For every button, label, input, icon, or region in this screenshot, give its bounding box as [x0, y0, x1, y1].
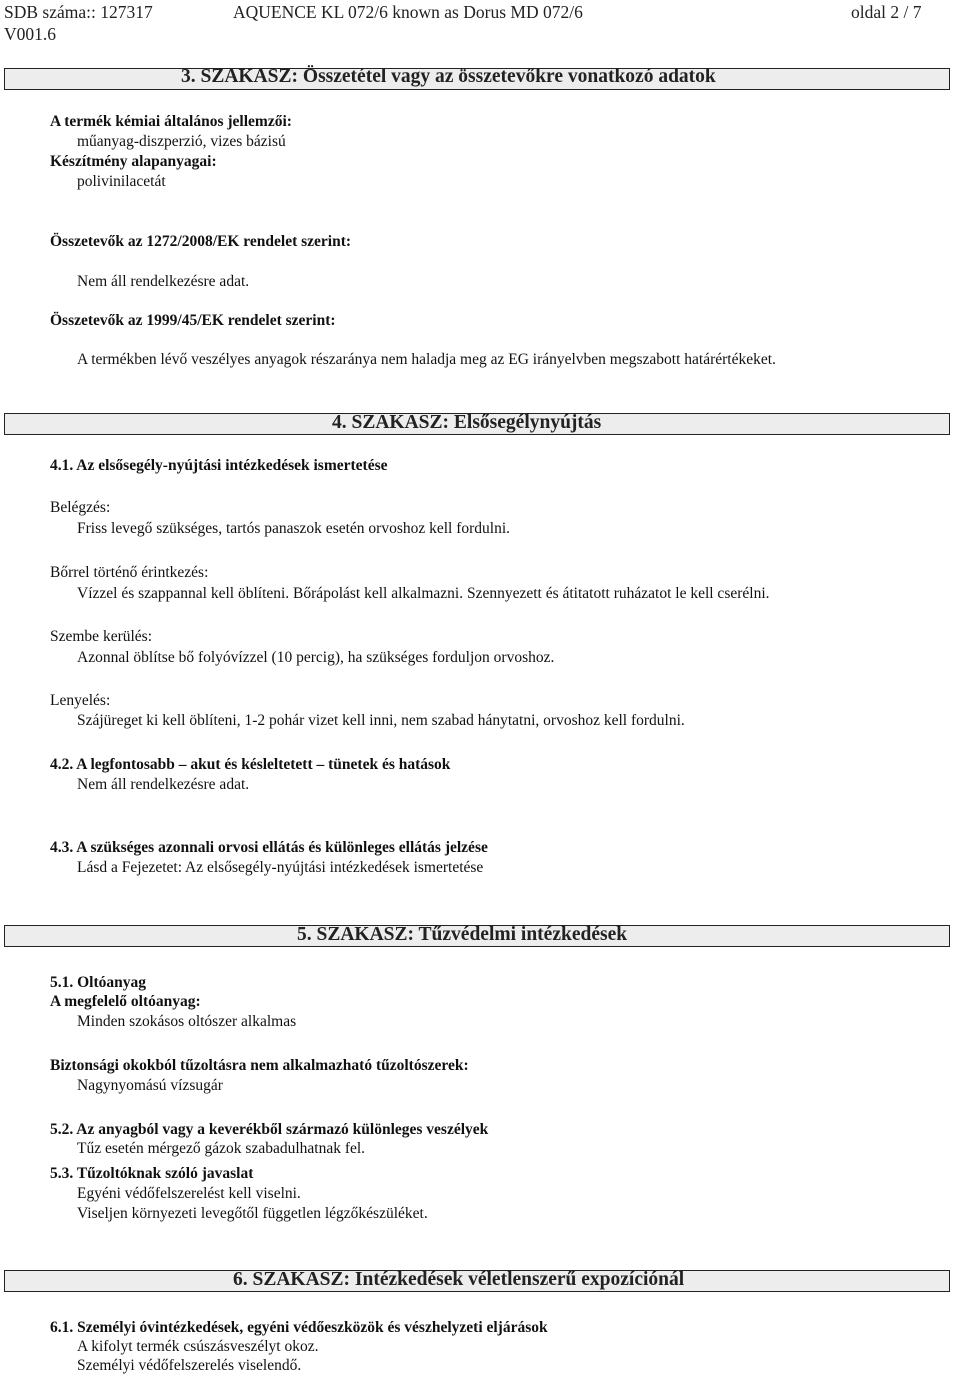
base-value: polivinilacetát	[77, 173, 166, 190]
suitable-text: Minden szokásos oltószer alkalmas	[77, 1013, 297, 1030]
ingestion-text: Szájüreget ki kell öblíteni, 1-2 pohár vizet kell inni, nem szabad hánytatni, orvoshoz kell fordulni.	[77, 712, 685, 729]
s53-heading: 5.3. Tűzoltóknak szóló javaslat	[50, 1165, 254, 1182]
section-4-title: 4. SZAKASZ: Elsősegélynyújtás	[332, 412, 602, 433]
chem-label: A termék kémiai általános jellemzői:	[50, 113, 292, 130]
s43-heading: 4.3. A szükséges azonnali orvosi ellátás és különleges ellátás jelzése	[50, 839, 488, 856]
section-5-title: 5. SZAKASZ: Tűzvédelmi intézkedések	[297, 924, 628, 945]
chem-value: műanyag-diszperzió, vizes bázisú	[77, 133, 286, 150]
s61-text-2: Személyi védőfelszerelés viselendő.	[77, 1357, 302, 1374]
reg1272-value: Nem áll rendelkezésre adat.	[77, 273, 250, 290]
skin-text: Vízzel és szappannal kell öblíteni. Bőrápolást kell alkalmazni. Szennyezett és átitatott ruházatot le kell cserélni.	[77, 585, 770, 602]
section-3-title: 3. SZAKASZ: Összetétel vagy az összetevőkre vonatkozó adatok	[181, 66, 716, 87]
s42-heading: 4.2. A legfontosabb – akut és késleltetett – tünetek és hatások	[50, 756, 451, 773]
version: V001.6	[4, 24, 57, 44]
inhalation-label: Belégzés:	[50, 499, 111, 516]
eye-label: Szembe kerülés:	[50, 628, 153, 645]
s43-text: Lásd a Fejezetet: Az elsősegély-nyújtási intézkedések ismertetése	[77, 859, 484, 876]
s42-text: Nem áll rendelkezésre adat.	[77, 776, 250, 793]
suitable-label: A megfelelő oltóanyag:	[50, 993, 201, 1010]
s53-text-2: Viseljen környezeti levegőtől független légzőkészüléket.	[77, 1205, 428, 1222]
reg1999-value: A termékben lévő veszélyes anyagok részaránya nem haladja meg az EG irányelvben megszabott határértékeket.	[77, 351, 776, 368]
reg1999-label: Összetevők az 1999/45/EK rendelet szerint:	[50, 312, 336, 329]
reg1272-label: Összetevők az 1272/2008/EK rendelet szerint:	[50, 233, 352, 250]
product-name: AQUENCE KL 072/6 known as Dorus MD 072/6	[233, 2, 583, 22]
base-label: Készítmény alapanyagai:	[50, 153, 217, 170]
sdb-number: SDB száma:: 127317	[4, 2, 153, 22]
s41-heading: 4.1. Az elsősegély-nyújtási intézkedések ismertetése	[50, 457, 388, 474]
section-6-title: 6. SZAKASZ: Intézkedések véletlenszerű expozíciónál	[233, 1269, 685, 1290]
s61-heading: 6.1. Személyi óvintézkedések, egyéni védőeszközök és vészhelyzeti eljárások	[50, 1319, 548, 1336]
ingestion-label: Lenyelés:	[50, 692, 111, 709]
eye-text: Azonnal öblítse bő folyóvízzel (10 percig), ha szükséges forduljon orvoshoz.	[77, 649, 555, 666]
s52-text: Tűz esetén mérgező gázok szabadulhatnak fel.	[77, 1140, 366, 1157]
unsuitable-text: Nagynyomású vízsugár	[77, 1077, 223, 1094]
skin-label: Bőrrel történő érintkezés:	[50, 564, 209, 581]
s61-text-1: A kifolyt termék csúszásveszélyt okoz.	[77, 1338, 319, 1355]
s51-heading: 5.1. Oltóanyag	[50, 974, 147, 991]
inhalation-text: Friss levegő szükséges, tartós panaszok esetén orvoshoz kell fordulni.	[77, 520, 511, 537]
unsuitable-label: Biztonsági okokból tűzoltásra nem alkalmazható tűzoltószerek:	[50, 1057, 469, 1074]
page-number: oldal 2 / 7	[851, 2, 922, 22]
s53-text-1: Egyéni védőfelszerelést kell viselni.	[77, 1185, 301, 1202]
s52-heading: 5.2. Az anyagból vagy a keverékből származó különleges veszélyek	[50, 1121, 489, 1138]
